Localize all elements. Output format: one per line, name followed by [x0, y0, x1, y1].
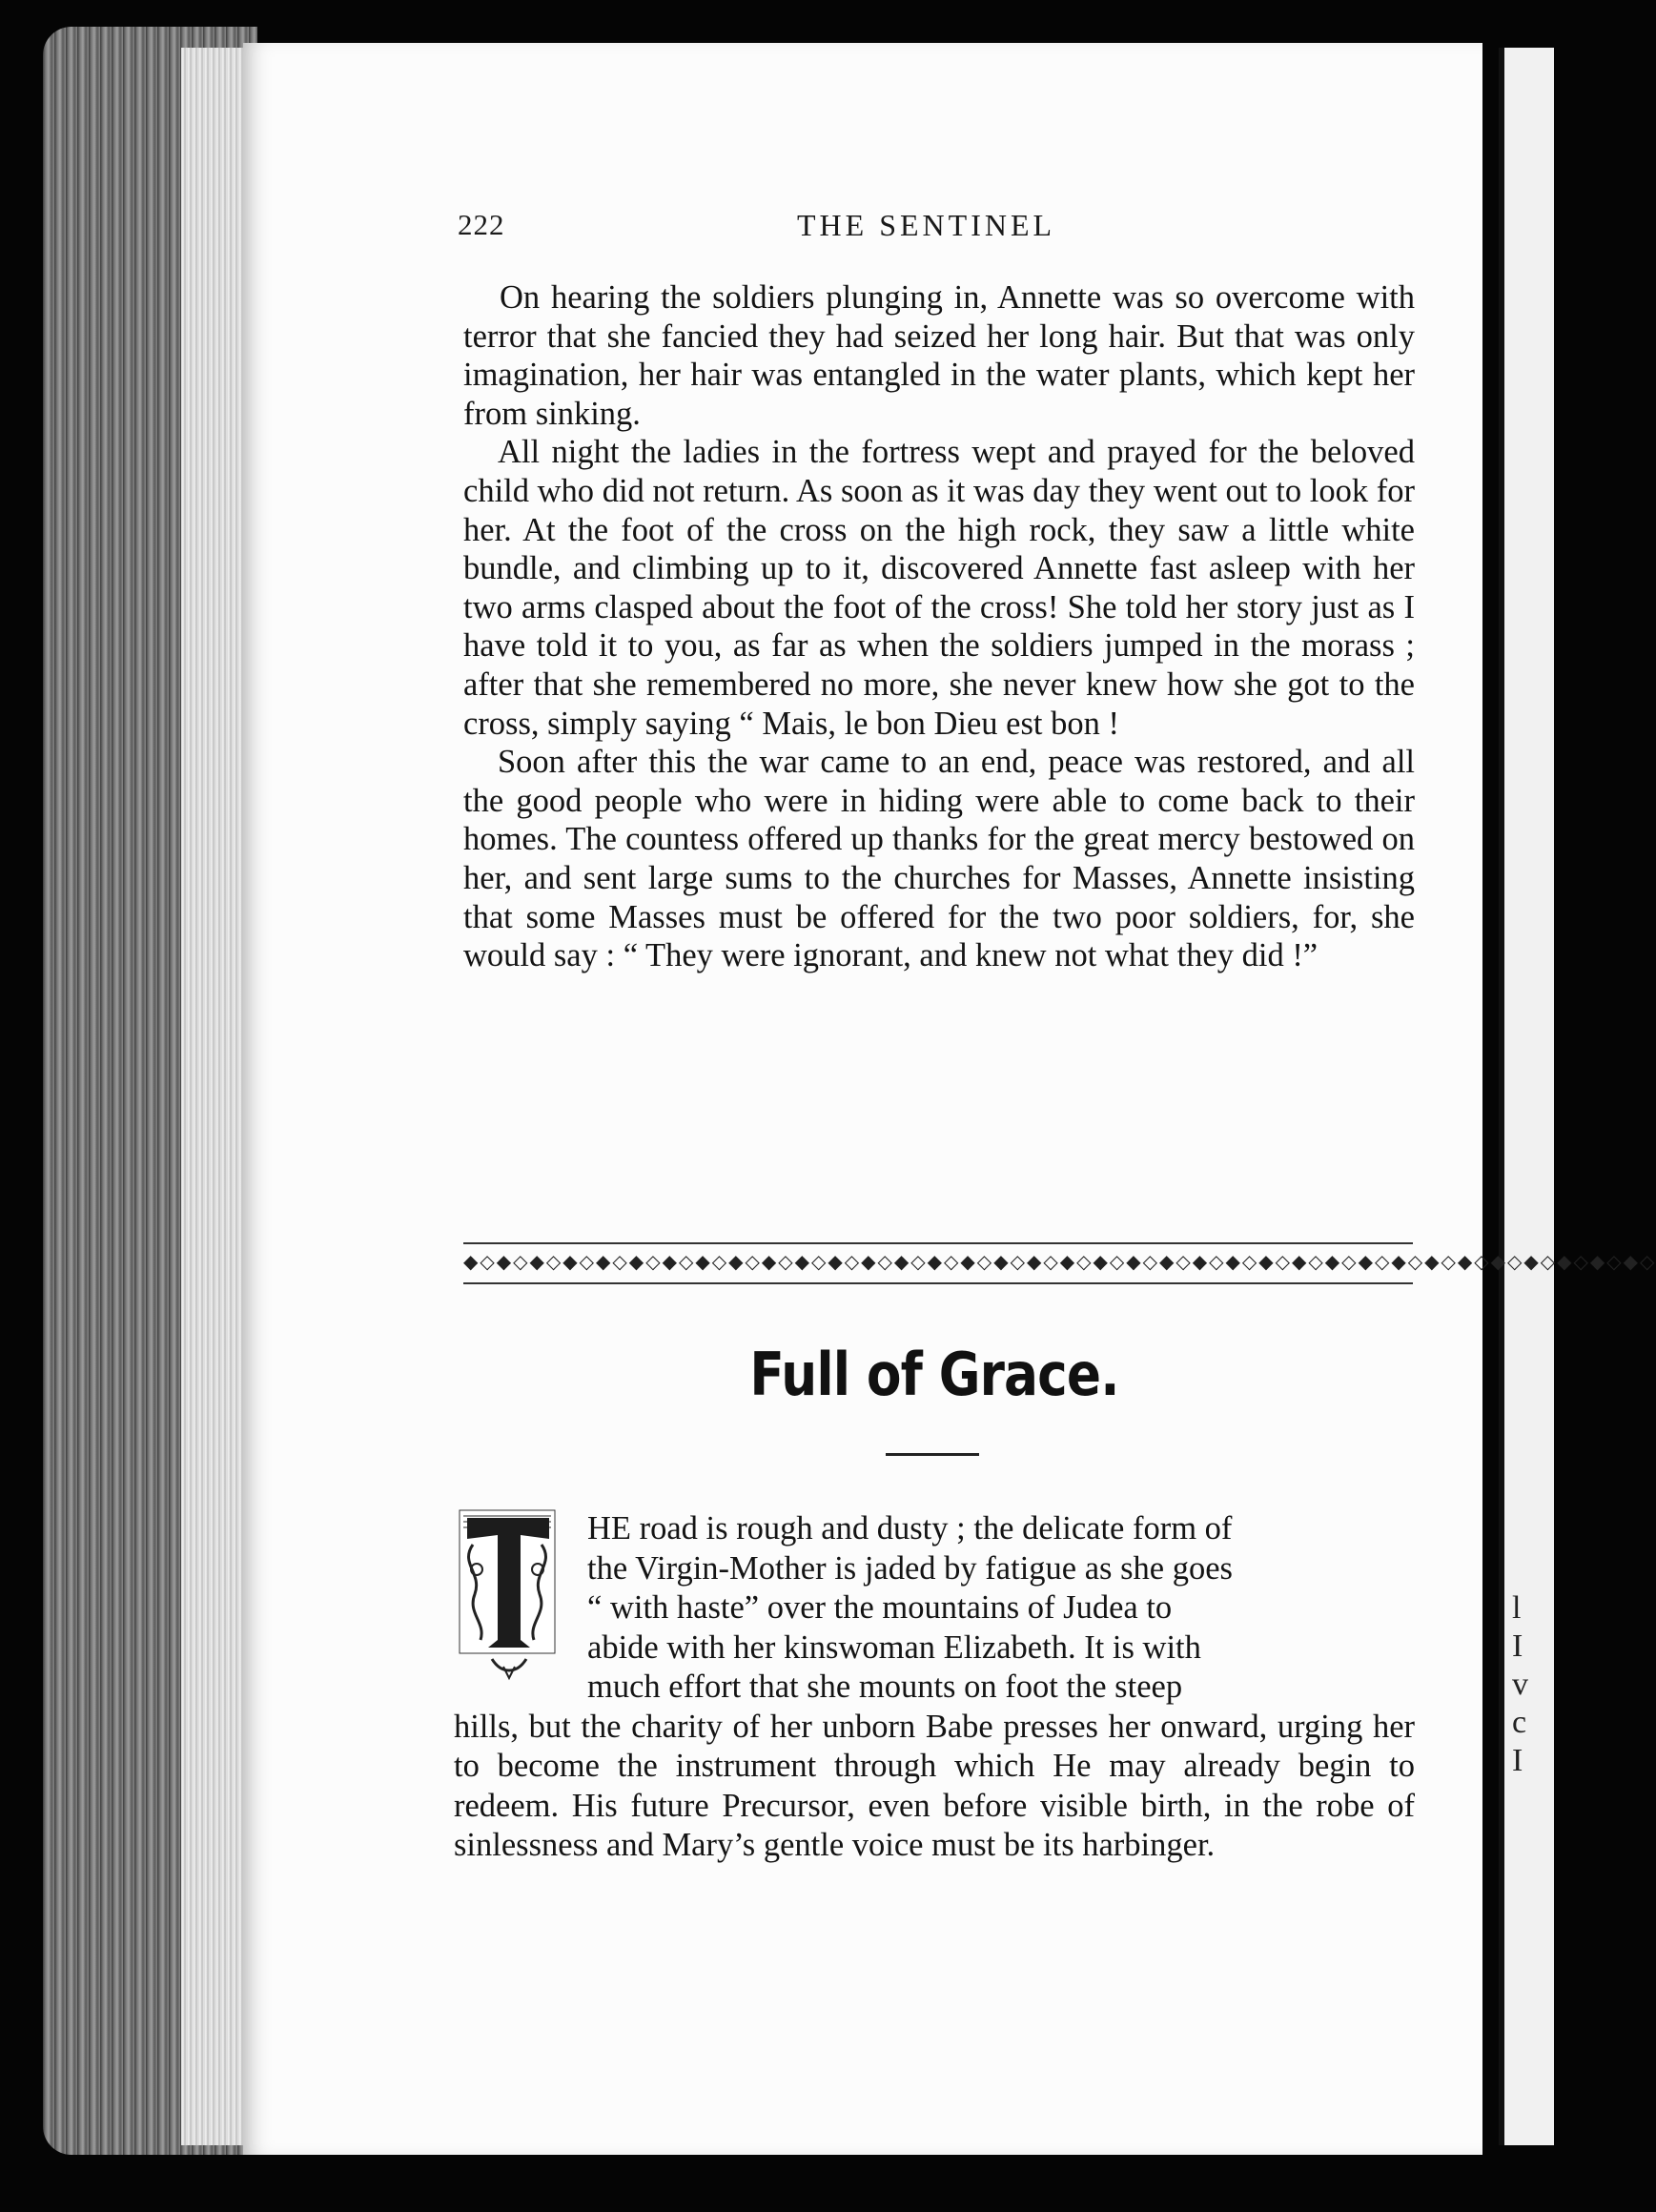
- paragraph: All night the ladies in the fortress wept and prayed for the beloved child who did not return. As soon as it was day they went out to look for her. At the foot of the cross on the high rock, they saw a little white bundle, and climbing up to it, discovered Annette fast asleep with her two arms clasped about the foot of the cross! She told her story just as I have told it to you, as far as when the soldiers jumped in the morass ; after that she remembered no more, she never knew how she got to the cross, simply saying “ Mais, le bon Dieu est bon !: [463, 434, 1415, 742]
- facing-page-edge: [1499, 48, 1554, 2145]
- article-line: “ with haste” over the mountains of Judea to: [587, 1589, 1173, 1626]
- paragraph: On hearing the soldiers plunging in, Annette was so overcome with terror that she fancied they had seized her long hair. But that was only imagination, her hair was entangled in the water plants, which kept her from sinking.: [463, 279, 1415, 432]
- facing-page-fragment: v: [1512, 1667, 1528, 1702]
- facing-page-fragment: I: [1512, 1743, 1523, 1778]
- paragraph: Soon after this the war came to an end, peace was restored, and all the good people who were in hiding were able to come back to their homes. The countess offered up thanks for the great mercy bestowed on her, and sent large sums to the churches for Masses, Annette insisting that some Masses must be offered for the two poor soldiers, for, she would say : “ They were ignorant, and knew not what they did !”: [463, 744, 1415, 974]
- article-body: [454, 1509, 1415, 1866]
- facing-page-fragment: l: [1512, 1590, 1522, 1626]
- page-header: [458, 208, 1411, 246]
- ornament-pattern: ◆◇◆◇◆◇◆◇◆◇◆◇◆◇◆◇◆◇◆◇◆◇◆◇◆◇◆◇◆◇◆◇◆◇◆◇◆◇◆◇◆◇◆◇◆◇◆◇◆◇◆◇◆◇◆◇◆◇◆◇◆◇◆◇◆◇◆◇◆◇◆◇: [463, 1252, 1656, 1273]
- article-line: HE road is rough and dusty ; the delicate form of: [587, 1510, 1233, 1546]
- article-title: Full of Grace.: [749, 1340, 1119, 1409]
- page-number: 222: [458, 208, 505, 241]
- page-stack: [181, 48, 253, 2145]
- article-line: much effort that she mounts on foot the steep: [587, 1669, 1183, 1705]
- story-text: [463, 278, 1415, 975]
- running-head: THE SENTINEL: [797, 208, 1056, 242]
- title-rule: [886, 1453, 979, 1456]
- first-word-small-caps: HE: [587, 1510, 631, 1546]
- facing-page-fragment: c: [1512, 1705, 1527, 1740]
- article-line: abide with her kinswoman Elizabeth. It is with: [587, 1628, 1201, 1666]
- ornamental-divider: [463, 1242, 1656, 1284]
- article-line: hills, but the charity of her unborn Babe presses her onward, urging her to become the instrument through which He may already begin to redeem. His future Precursor, even before visible birth, in the robe of sinlessness and Mary’s gentle voice must be its harbinger.: [454, 1708, 1415, 1863]
- facing-page-fragment: I: [1512, 1628, 1523, 1664]
- article-line: the Virgin-Mother is jaded by fatigue as she goes: [587, 1549, 1233, 1587]
